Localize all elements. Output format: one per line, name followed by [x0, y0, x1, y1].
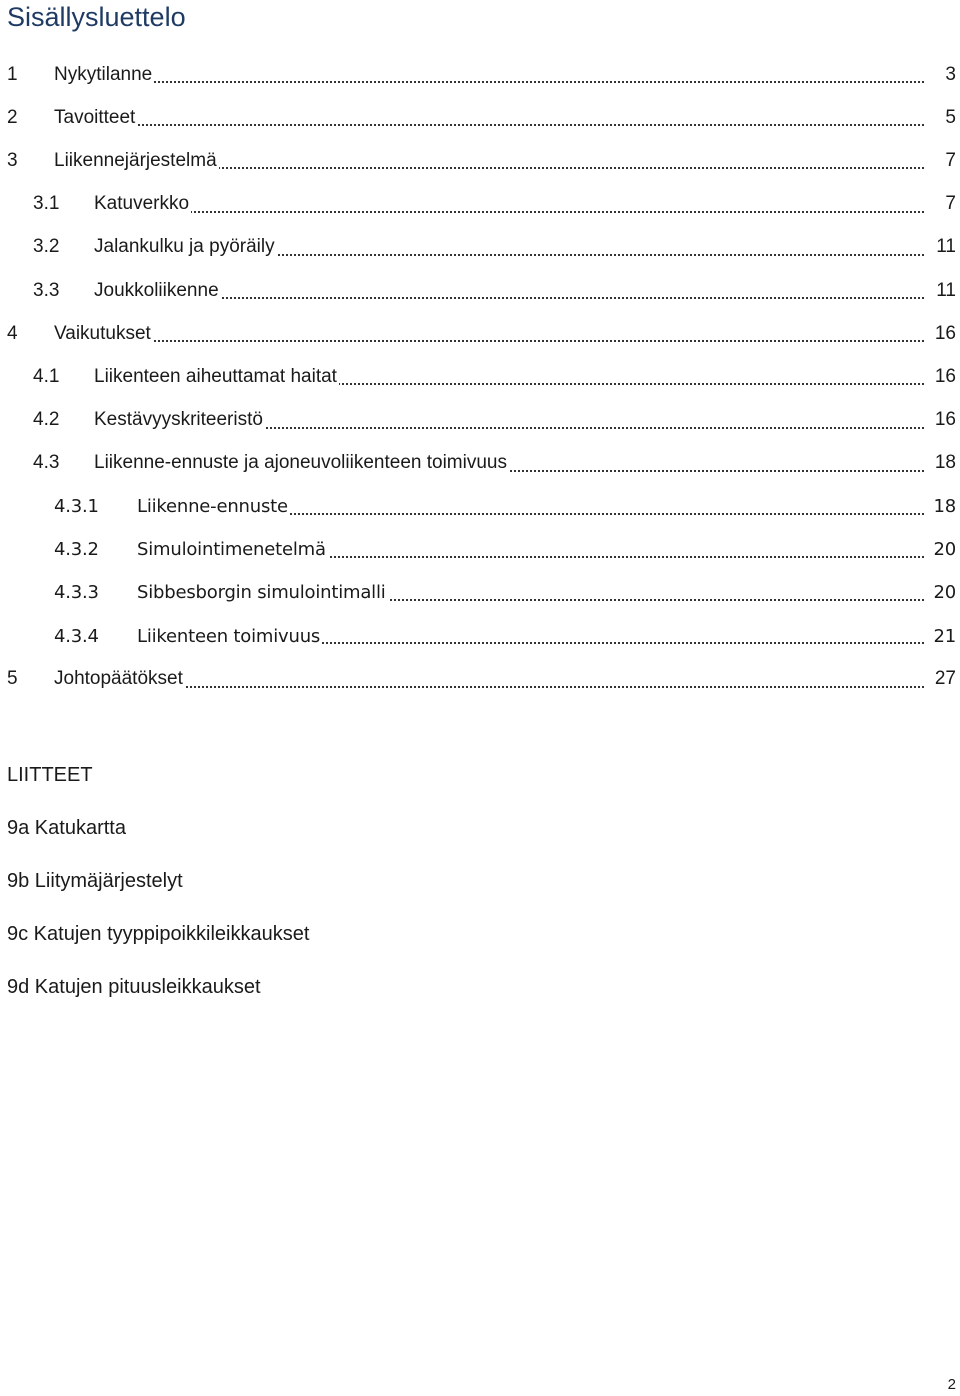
toc-dot-leader — [54, 59, 928, 83]
toc-entry[interactable] — [0, 528, 960, 571]
toc-entry[interactable] — [0, 658, 960, 701]
toc-entry-number: 2 — [7, 106, 18, 128]
toc-entry-number: 4 — [7, 322, 18, 344]
appendix-section — [7, 758, 309, 1004]
toc-entry-number: 4.3.2 — [54, 539, 99, 561]
toc-entry[interactable] — [0, 96, 960, 139]
toc-entry[interactable] — [0, 139, 960, 182]
toc-entry-page: 11 — [926, 280, 956, 302]
toc-entry-title: Johtopäätökset — [54, 668, 183, 690]
toc-entry-title: Sibbesborgin simulointimalli — [137, 582, 386, 604]
toc-entry-page: 16 — [926, 323, 956, 345]
toc-entry[interactable] — [0, 571, 960, 614]
toc-entry-title: Tavoitteet — [54, 106, 136, 128]
toc-entry-title: Katuverkko — [94, 193, 190, 215]
toc-entry-page: 16 — [926, 409, 956, 431]
toc-entry-title: Joukkoliikenne — [94, 279, 219, 301]
page-number: 2 — [947, 1376, 956, 1393]
toc-entry-page: 20 — [926, 582, 956, 603]
toc-entry-page: 7 — [926, 193, 956, 215]
toc-entry-page: 18 — [926, 496, 956, 517]
toc-entry-number: 3.1 — [33, 193, 60, 215]
toc-entry[interactable] — [0, 614, 960, 657]
toc-entry-title: Liikennejärjestelmä — [54, 149, 217, 171]
toc-entry-page: 18 — [926, 452, 956, 474]
toc-entry-number: 4.3.4 — [54, 625, 99, 647]
toc-entry-page: 3 — [926, 64, 956, 86]
toc-entry-number: 3.2 — [33, 236, 60, 258]
appendix-item: 9a Katukartta — [7, 817, 126, 839]
toc-entry-page: 7 — [926, 150, 956, 172]
toc-list — [0, 53, 960, 701]
toc-entry-page: 5 — [926, 107, 956, 129]
toc-entry[interactable] — [0, 355, 960, 398]
toc-entry-number: 3 — [7, 149, 18, 171]
toc-entry-number: 4.1 — [33, 365, 60, 387]
toc-entry-number: 1 — [7, 63, 18, 85]
toc-entry[interactable] — [0, 399, 960, 442]
toc-entry-number: 4.2 — [33, 409, 60, 431]
toc-entry-page: 21 — [926, 626, 956, 647]
toc-entry-title: Jalankulku ja pyöräily — [94, 236, 275, 258]
appendix-item: 9d Katujen pituusleikkaukset — [7, 976, 261, 998]
toc-entry-title: Liikenne-ennuste — [137, 495, 288, 517]
toc-entry-title: Kestävyyskriteeristö — [94, 409, 263, 431]
appendix-heading: LIITTEET — [7, 764, 93, 786]
toc-entry[interactable] — [0, 269, 960, 312]
appendix-item: 9c Katujen tyyppipoikkileikkaukset — [7, 923, 310, 945]
toc-entry[interactable] — [0, 183, 960, 226]
toc-entry-number: 5 — [7, 668, 18, 690]
toc-dot-leader — [54, 664, 928, 688]
toc-entry-title: Liikenteen aiheuttamat haitat — [94, 365, 337, 387]
toc-entry-title: Liikenne-ennuste ja ajoneuvoliikenteen toimivuus — [94, 452, 507, 474]
toc-entry-page: 16 — [926, 366, 956, 388]
toc-dot-leader — [54, 102, 928, 126]
toc-entry-title: Simulointimenetelmä — [137, 539, 326, 561]
toc-dot-leader — [94, 189, 928, 213]
toc-entry[interactable] — [0, 312, 960, 355]
toc-entry-page: 11 — [926, 236, 956, 258]
toc-entry-title: Vaikutukset — [54, 322, 151, 344]
toc-entry[interactable] — [0, 226, 960, 269]
toc-entry-title: Nykytilanne — [54, 63, 153, 85]
toc-entry-title: Liikenteen toimivuus — [137, 625, 321, 647]
toc-entry[interactable] — [0, 442, 960, 485]
toc-entry-number: 4.3.3 — [54, 582, 99, 604]
toc-entry-number: 4.3 — [33, 452, 60, 474]
appendix-item: 9b Liitymäjärjestelyt — [7, 870, 183, 892]
toc-entry-number: 4.3.1 — [54, 495, 99, 517]
toc-entry[interactable] — [0, 485, 960, 528]
toc-dot-leader — [54, 318, 928, 342]
toc-entry-page: 27 — [926, 668, 956, 690]
toc-entry-number: 3.3 — [33, 279, 60, 301]
toc-entry-page: 20 — [926, 539, 956, 560]
toc-entry[interactable] — [0, 53, 960, 96]
toc-title: Sisällysluettelo — [7, 2, 186, 32]
